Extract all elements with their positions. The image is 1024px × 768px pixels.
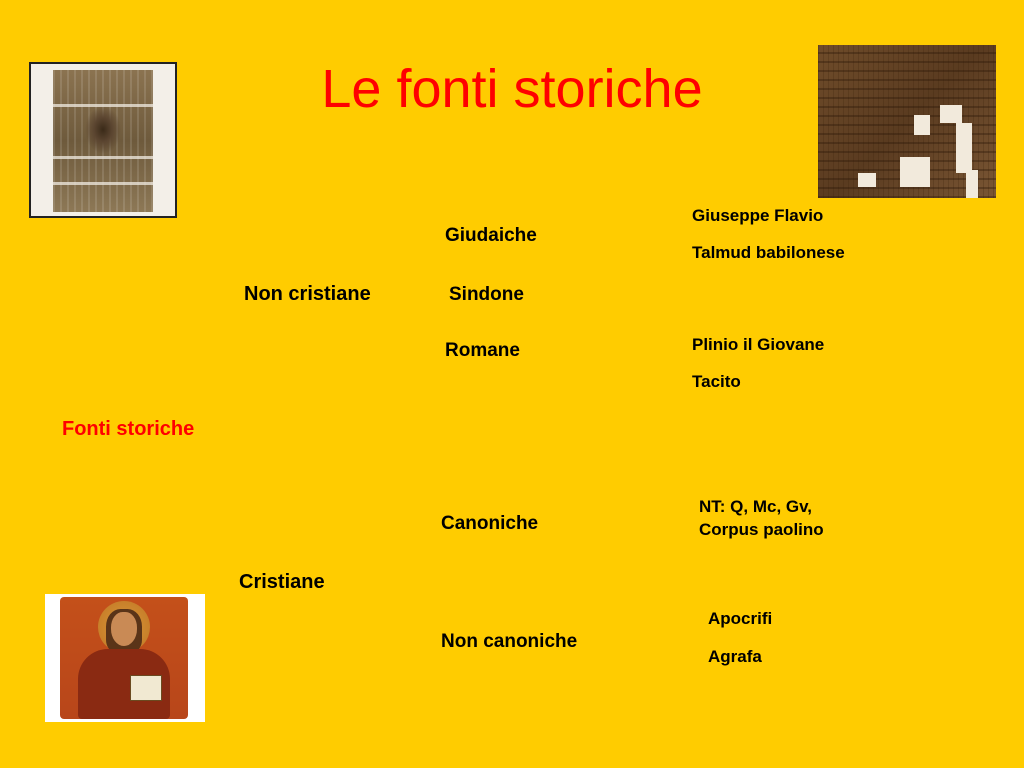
leaf-giuseppe-flavio: Giuseppe Flavio bbox=[692, 206, 824, 225]
branch-cristiane: Cristiane bbox=[239, 571, 325, 593]
node-sindone: Sindone bbox=[449, 284, 524, 305]
leaf-nt: NT: Q, Mc, Gv, bbox=[699, 497, 813, 516]
node-canoniche: Canoniche bbox=[441, 513, 539, 534]
leaf-tacito: Tacito bbox=[692, 372, 741, 391]
leaf-corpus-paolino: Corpus paolino bbox=[699, 520, 824, 539]
node-romane: Romane bbox=[445, 340, 520, 361]
node-giudaiche: Giudaiche bbox=[445, 225, 537, 246]
node-non-canoniche: Non canoniche bbox=[441, 631, 578, 652]
root-label-fonti-storiche: Fonti storiche bbox=[62, 418, 195, 440]
papyrus-image bbox=[818, 45, 996, 198]
shroud-image bbox=[29, 62, 177, 218]
christ-icon-image bbox=[45, 594, 205, 722]
leaf-apocrifi: Apocrifi bbox=[708, 609, 773, 628]
leaf-talmud-babilonese: Talmud babilonese bbox=[692, 243, 845, 262]
leaf-agrafa: Agrafa bbox=[708, 647, 762, 666]
leaf-plinio-il-giovane: Plinio il Giovane bbox=[692, 335, 825, 354]
slide-title: Le fonti storiche bbox=[321, 59, 703, 119]
branch-non-cristiane: Non cristiane bbox=[244, 283, 371, 305]
